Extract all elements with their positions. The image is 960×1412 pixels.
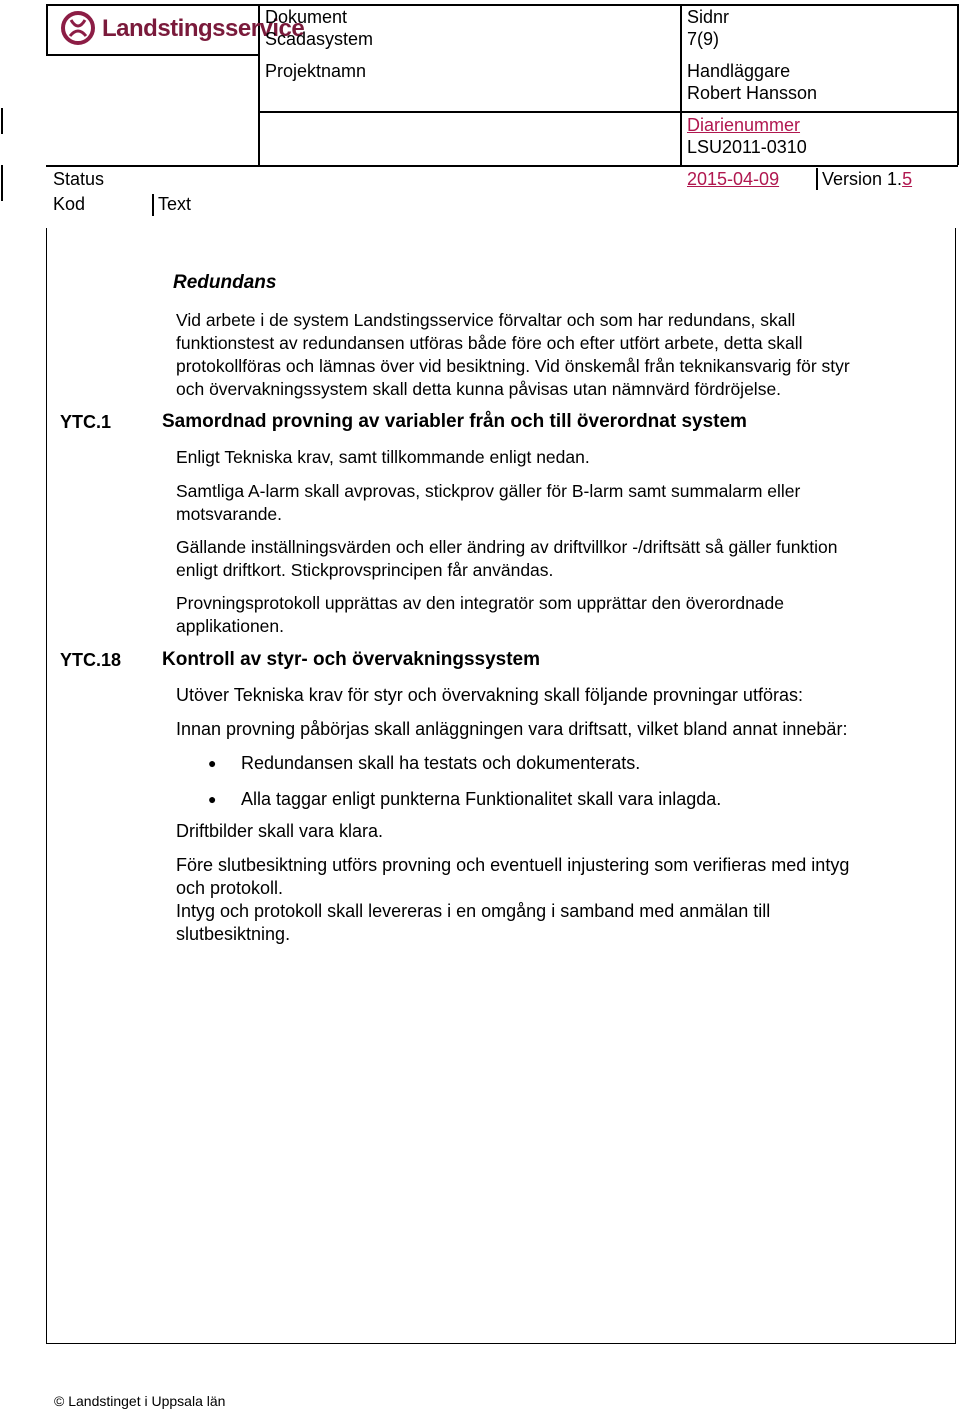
header-mid-rule — [258, 111, 958, 113]
ytc18-bullet-1: Redundansen skall ha testats och dokumenterats. — [241, 753, 641, 773]
diarienummer-value: LSU2011-0310 — [687, 137, 807, 157]
paragraph-line: och protokoll. — [176, 878, 284, 898]
ytc1-p1: Enligt Tekniska krav, samt tillkommande enligt nedan. — [176, 447, 590, 467]
header-right-rule — [957, 4, 959, 165]
dokument-value: Scadasystem — [265, 29, 374, 49]
version-divider — [816, 168, 818, 190]
kod-text-divider — [152, 194, 154, 216]
ytc18-p3: Driftbilder skall vara klara. — [176, 821, 384, 841]
handlaggare-value: Robert Hansson — [687, 83, 818, 103]
redundans-heading: Redundans — [173, 272, 277, 293]
ytc18-bullet-2: Alla taggar enligt punkterna Funktionalitet skall vara inlagda. — [241, 789, 722, 809]
footer — [54, 1393, 225, 1409]
bullet-icon: ● — [208, 755, 217, 771]
paragraph-line: enligt driftkort. Stickprovsprincipen får användas. — [176, 560, 554, 580]
projektnamn-label: Projektnamn — [265, 61, 367, 81]
bullet-icon: ● — [208, 791, 217, 807]
diarienummer-label: Diarienummer — [687, 115, 801, 135]
ytc1-heading: Samordnad provning av variabler från och till överordnat system — [162, 411, 747, 432]
ytc1-p4 — [176, 592, 946, 638]
handlaggare-label: Handläggare — [687, 61, 791, 81]
header-status-rule — [46, 165, 958, 167]
paragraph-line: Gällande inställningsvärden och eller ändring av driftvillkor -/driftsätt så gäller funktion — [176, 537, 838, 557]
ytc1-p3 — [176, 536, 946, 582]
ytc1-p2 — [176, 480, 946, 526]
ytc1-code: YTC.1 — [60, 412, 112, 432]
sidnr-label: Sidnr — [687, 7, 730, 27]
paragraph-line: och övervakningssystem skall detta kunna påvisas utan nämnvärd fördröjelse. — [176, 379, 782, 399]
margin-bar — [1, 108, 3, 134]
margin-bar — [1, 165, 3, 201]
footer-copyright: Landstinget i Uppsala län — [68, 1393, 226, 1409]
ytc18-p2: Innan provning påbörjas skall anläggningen vara driftsatt, vilket bland annat innebär: — [176, 719, 848, 739]
paragraph-line: protokollföras och lämnas över vid besiktning. Vid önskemål från teknikansvarig för styr — [176, 356, 850, 376]
header-left-rule — [46, 4, 48, 55]
header-top-rule — [46, 4, 958, 6]
paragraph-line: Intyg och protokoll skall levereras i en omgång i samband med anmälan till — [176, 901, 771, 921]
sidnr-value: 7(9) — [687, 29, 720, 49]
version-label — [822, 168, 912, 190]
paragraph-line: Provningsprotokoll upprättas av den integratör som upprättar den överordnade — [176, 593, 785, 613]
copyright-icon: © — [54, 1393, 65, 1409]
landstingsservice-logo-icon — [60, 10, 96, 46]
dokument-label: Dokument — [265, 7, 348, 27]
paragraph-line: Samtliga A-larm skall avprovas, stickprov gäller för B-larm samt summalarm eller — [176, 481, 801, 501]
document-date: 2015-04-09 — [687, 169, 780, 189]
logo-text: Landstingsservice — [102, 15, 305, 42]
paragraph-line: slutbesiktning. — [176, 924, 291, 944]
status-label: Status — [53, 169, 105, 189]
text-label: Text — [158, 194, 192, 214]
version-prefix: Version 1. — [822, 169, 903, 189]
version-suffix: 5 — [902, 169, 913, 189]
redundans-paragraph — [176, 309, 946, 401]
paragraph-line: Före slutbesiktning utförs provning och eventuell injustering som verifieras med intyg — [176, 855, 850, 875]
paragraph-line: applikationen. — [176, 616, 284, 636]
ytc18-code: YTC.18 — [60, 650, 122, 670]
paragraph-line: funktionstest av redundansen utföras både före och efter utfört arbete, detta skall — [176, 333, 803, 353]
kod-label: Kod — [53, 194, 86, 214]
ytc18-heading: Kontroll av styr- och övervakningssystem — [162, 649, 541, 670]
paragraph-line: Vid arbete i de system Landstingsservice förvaltar och som har redundans, skall — [176, 310, 796, 330]
logo-cell-bottom-rule — [46, 54, 259, 56]
ytc18-p4 — [176, 854, 946, 946]
paragraph-line: motsvarande. — [176, 504, 283, 524]
header-divider-2 — [680, 4, 682, 165]
ytc18-p1: Utöver Tekniska krav för styr och övervakning skall följande provningar utföras: — [176, 685, 803, 705]
